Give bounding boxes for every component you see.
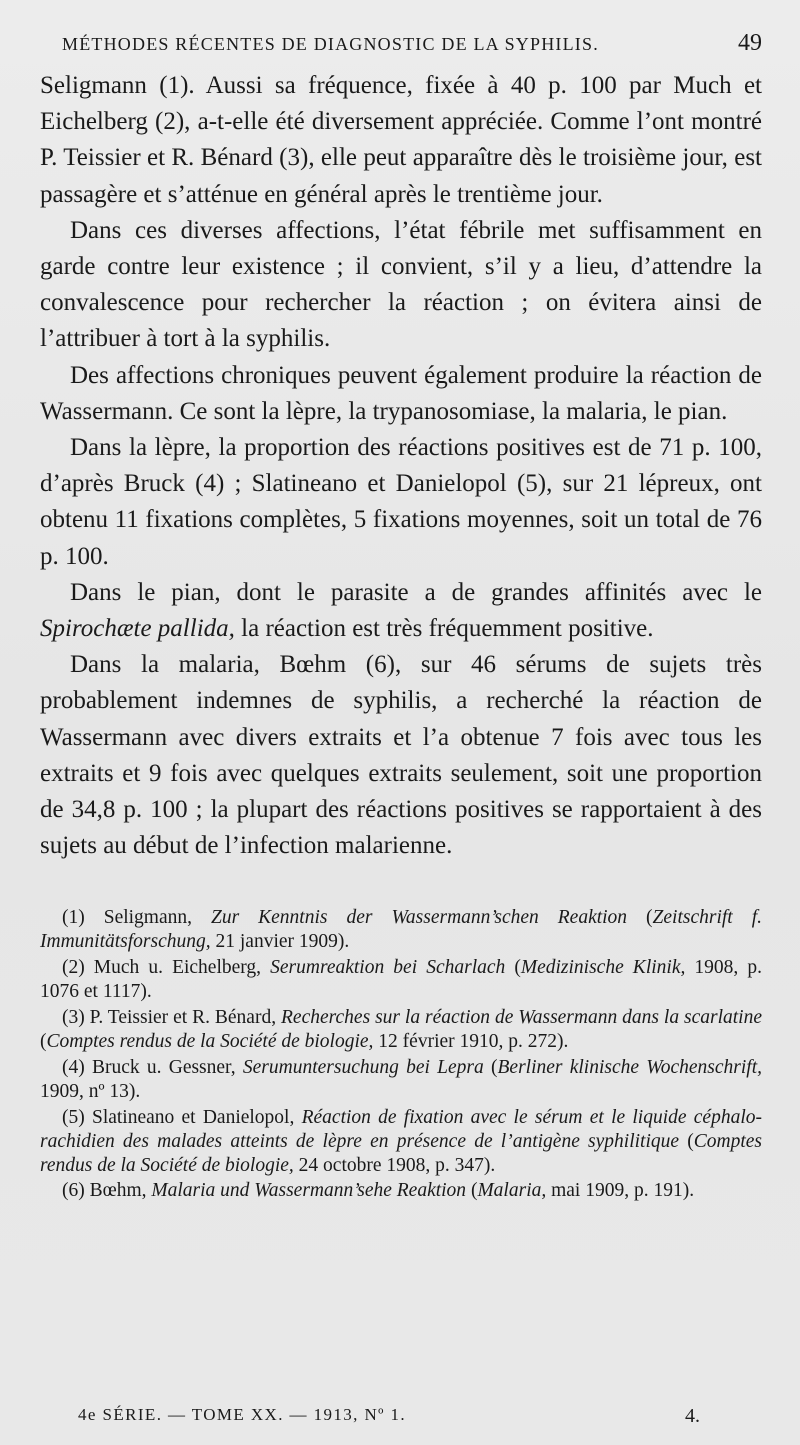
paragraph-3: Des affections chroniques peuvent également produire la réaction de Wassermann. Ce sont la lèpre, la trypanosomiase, la malaria, le pian. <box>40 361 762 425</box>
footnote-6-author: (6) Bœhm, <box>62 1180 152 1202</box>
footnote-3-paren: ( <box>40 1031 47 1052</box>
page-number: 49 <box>738 30 762 56</box>
footnote-2-title: Serumreaktion bei Scharlach <box>270 957 506 979</box>
footnote-4 <box>40 1056 762 1104</box>
footnote-1-date: 21 janvier 1909). <box>210 931 350 953</box>
series-line: 4e SÉRIE. — TOME XX. — 1913, Nº 1. <box>78 1405 407 1424</box>
footnote-1 <box>40 906 762 954</box>
footnote-4-source: Berliner klinische Wochenschrift, <box>497 1056 762 1078</box>
footnote-1-title: Zur Kenntnis der Wassermann’schen Reaktion <box>210 907 628 929</box>
footnote-5-title: Réaction de fixation avec le sérum et le liquide céphalo-rachidien des malades atteints de lèpre en présence de l’antigène syphilitique <box>40 1106 762 1152</box>
paragraph-5-text-a: Dans le pian, dont le parasite a de grandes affinités avec le <box>70 578 762 606</box>
footnote-6 <box>40 1179 762 1203</box>
footnote-5-author: (5) Slatineano et Danielopol, <box>62 1106 302 1128</box>
footnote-4-author: (4) Bruck u. Gessner, <box>62 1056 243 1078</box>
footnote-1-source: Zeitschrift f. Immunitätsforschung, <box>40 907 762 953</box>
footnote-3-title: Recherches sur la réaction de Wassermann dans la scarlatine <box>281 1007 763 1029</box>
running-head <box>40 30 762 64</box>
footnote-2-source: Medizinische Klinik, <box>520 957 686 979</box>
footnote-6-source: Malaria, <box>477 1180 547 1202</box>
paragraph-5-text-b: la réaction est très fréquemment positive. <box>234 615 654 643</box>
footnote-4-title: Serumuntersuchung bei Lepra <box>242 1056 484 1078</box>
page-footer <box>78 1405 700 1428</box>
footnote-6-paren: ( <box>466 1180 478 1202</box>
paragraph-1: Seligmann (1). Aussi sa fréquence, fixée à 40 p. 100 par Much et Eichelberg (2), a-t-elle été diversement appréciée. Comme l’ont montré P. Teissier et R. Bénard (3), elle peut apparaître dès le troisième jour, est passagère et s’atténue en général après le trentième jour. <box>40 72 762 208</box>
footnotes <box>40 906 762 1203</box>
footnote-5-date: 24 octobre 1908, p. 347). <box>293 1154 496 1176</box>
footnote-2 <box>40 956 762 1004</box>
footnote-3-author: (3) P. Teissier et R. Bénard, <box>62 1007 282 1029</box>
paragraph-5 <box>40 575 762 647</box>
footnote-5-source: Comptes rendus de la Société de biologie, <box>40 1130 762 1176</box>
footnote-1-author: (1) Seligmann, <box>62 907 211 929</box>
footnote-2-date: 1908, p. 1076 et 1117). <box>40 957 763 1003</box>
footnote-3 <box>40 1006 762 1054</box>
footnote-1-paren: ( <box>627 907 653 929</box>
paragraph-2: Dans ces diverses affections, l’état fébrile met suffisamment en garde contre leur existence ; il convient, s’il y a lieu, d’attendre la convalescence pour rechercher la réaction ; on évitera ainsi de l’attribuer à tort à la syphilis. <box>40 216 762 353</box>
species-name: Spirochæte pallida, <box>40 615 235 643</box>
footnote-3-source: Comptes rendus de la Société de biologie, <box>46 1031 374 1052</box>
footnote-6-title: Malaria und Wassermann’sehe Reaktion <box>151 1180 467 1202</box>
footnote-4-paren: ( <box>483 1056 498 1078</box>
signature-mark: 4. <box>685 1405 700 1427</box>
footnote-3-date: 12 février 1910, p. 272). <box>373 1031 569 1052</box>
footnote-2-author: (2) Much u. Eichelberg, <box>62 957 271 979</box>
footnote-6-date: mai 1909, p. 191). <box>546 1180 695 1202</box>
footnote-2-paren: ( <box>505 957 521 979</box>
paragraph-4: Dans la lèpre, la proportion des réactions positives est de 71 p. 100, d’après Bruck (4) ; Slatineano et Danielopol (5), sur 21 lépreux, ont obtenu 11 fixations complètes, 5 fixations moyennes, soit un total de 76 p. 100. <box>40 434 762 570</box>
paragraph-6: Dans la malaria, Bœhm (6), sur 46 sérums de sujets très probablement indemnes de syphilis, a recherché la réaction de Wassermann avec divers extraits et l’a obtenue 7 fois avec tous les extraits et 9 fois avec quelques extraits seulement, soit une proportion de 34,8 p. 100 ; la plupart des réactions positives se rapportaient à des sujets au début de l’infection malarienne. <box>40 651 762 860</box>
running-title: MÉTHODES RÉCENTES DE DIAGNOSTIC DE LA SYPHILIS. <box>62 34 599 54</box>
footnote-5-paren: ( <box>679 1130 694 1152</box>
footnote-5 <box>40 1106 762 1178</box>
main-text <box>40 68 762 864</box>
footnote-4-date: 1909, nº 13). <box>40 1080 141 1102</box>
